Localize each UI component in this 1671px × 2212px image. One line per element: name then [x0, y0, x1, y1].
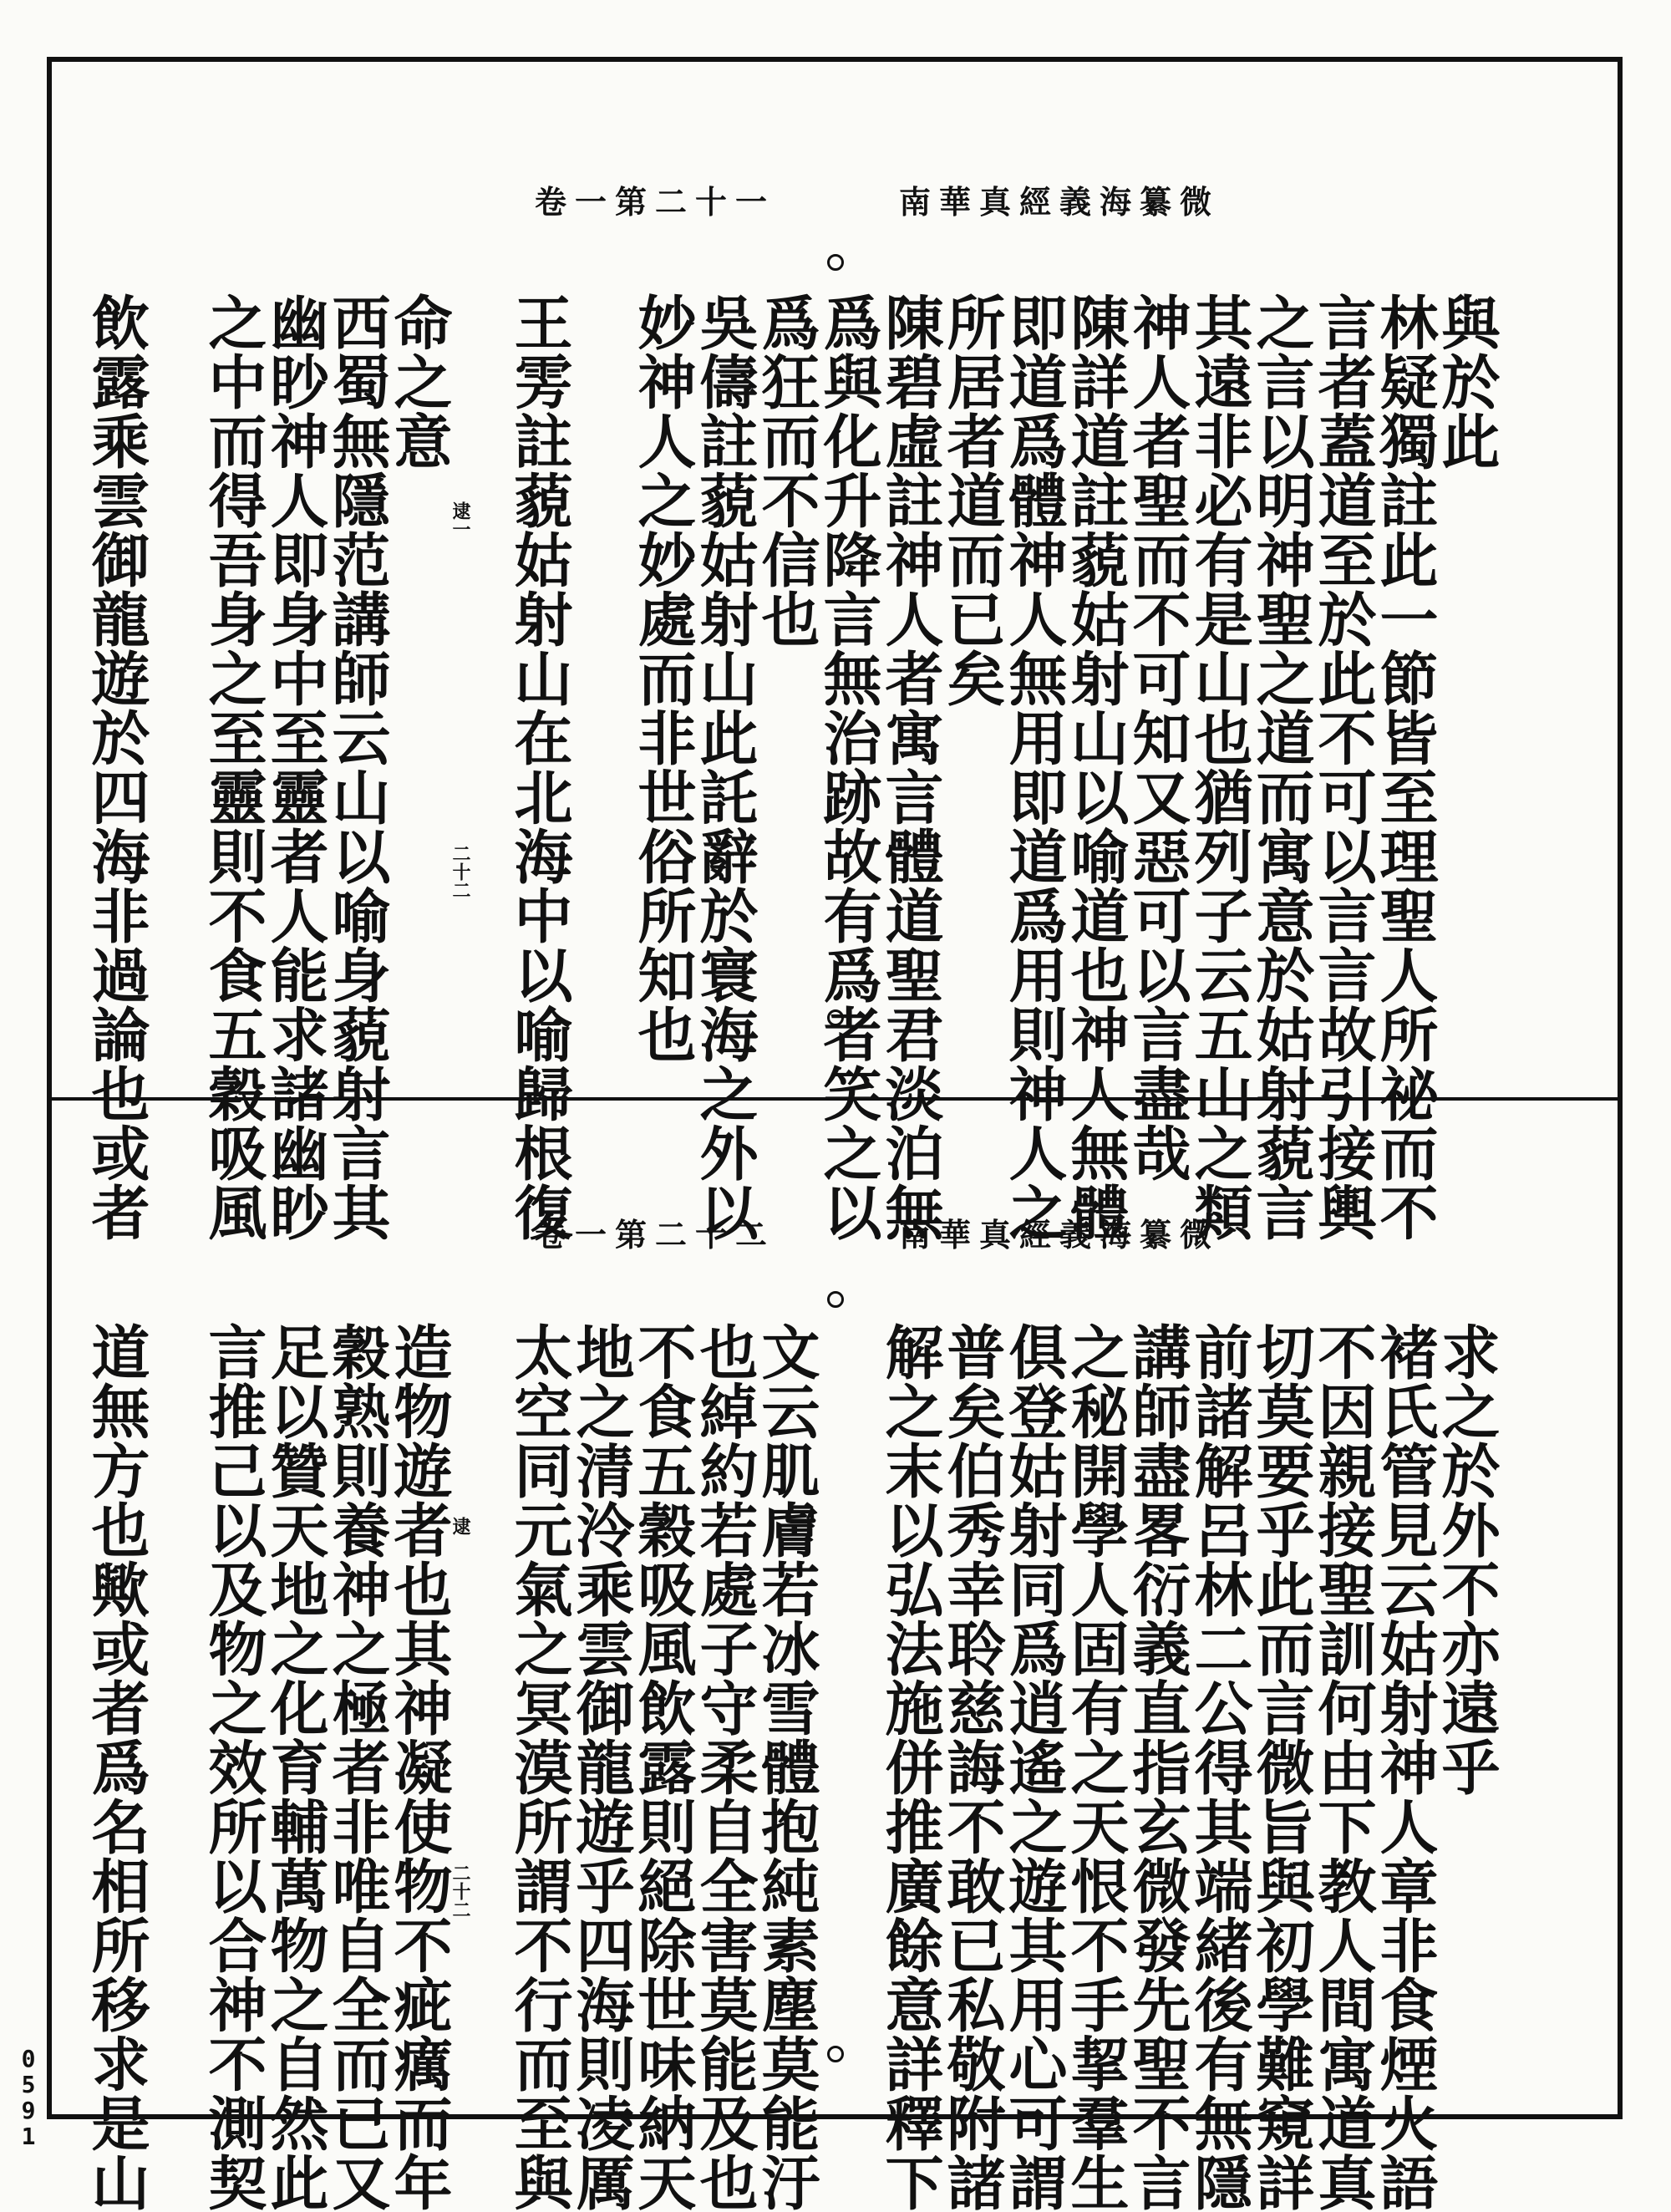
- circle-mark: [827, 1291, 844, 1308]
- text-column: 飲露乘雲御龍遊於四海非過論也或者: [82, 292, 151, 1242]
- panel-2-title: 南華真經義海纂微: [898, 1215, 1220, 1253]
- text-column: 解之末以弘法施併推廣餘意詳釋下: [876, 1322, 945, 2212]
- circle-mark: [827, 254, 844, 271]
- text-column: 前諸解呂林二公得其端緒後有無隱: [1185, 1322, 1254, 2212]
- margin-note: 二十二: [449, 1864, 471, 1919]
- text-column: 之秘開學人固有之天恨不手挈羣生: [1061, 1322, 1130, 2212]
- page-number-digit: 1: [21, 2123, 36, 2150]
- text-column: 也綽約若處子守柔自全害莫能及也: [690, 1322, 759, 2212]
- text-column: 之中而得吾身之至靈則不食五穀吸風: [199, 292, 268, 1242]
- text-column: 文云肌膚若冰雪體抱純素塵莫能汙: [752, 1322, 821, 2212]
- text-column: 求之於外不亦遠乎: [1432, 1322, 1501, 1797]
- text-column: 爲狂而不信也: [752, 292, 821, 648]
- text-column: 切莫要乎此而言微旨與初學難窺詳: [1247, 1322, 1316, 2212]
- text-column: 言推己以及物之效所以合神不測契: [199, 1322, 268, 2212]
- text-column: 言者蓋道至於此不可以言言故引接輿: [1308, 292, 1378, 1242]
- panel-1-title: 南華真經義海纂微: [898, 182, 1220, 221]
- page-number-digit: 9: [21, 2097, 36, 2124]
- text-column: 王雱註藐姑射山在北海中以喻歸根復: [505, 292, 574, 1242]
- text-column: 足以贊天地之化育輔萬物之自然此: [261, 1322, 330, 2212]
- margin-note: 逮一: [449, 501, 471, 538]
- text-column: 命之意: [384, 292, 454, 470]
- page-number-digit: 0: [21, 2045, 36, 2072]
- panel-1-header: [535, 174, 1220, 224]
- text-column: 與於此: [1432, 292, 1501, 470]
- text-column: 普矣伯秀幸聆慈誨不敢已私敬附諸: [937, 1322, 1007, 2212]
- panel-2-volume: 卷一第二十二: [535, 1215, 776, 1253]
- text-column: 其遠非必有是山也猶列子云五山之類: [1185, 292, 1254, 1242]
- text-column: 穀熟則養神之極者非唯自全而已又: [323, 1322, 392, 2212]
- text-column: 妙神人之妙處而非世俗所知也: [628, 292, 698, 1064]
- text-column: 幽眇神人即身中至靈者人能求諸幽眇: [261, 292, 330, 1242]
- text-column: 爲與化升降言無治跡故有爲者笑之以: [814, 292, 883, 1242]
- circle-mark: [827, 1009, 844, 1026]
- text-column: 俱登姑射同爲逍遙之遊其用心可謂: [999, 1322, 1069, 2212]
- panel-1-volume: 卷一第二十一: [535, 182, 776, 221]
- text-column: 陳碧虛註神人者寓言體道聖君淡泊無: [876, 292, 945, 1242]
- page-number: [18, 2046, 38, 2149]
- text-column: 太空同元氣之冥漠所謂不行而至與: [505, 1322, 574, 2212]
- text-column: 林疑獨註此一節皆至理聖人所祕而不: [1370, 292, 1440, 1242]
- text-column: 講師盡畧衍義直指玄微發先聖不言: [1123, 1322, 1192, 2212]
- text-column: 之言以明神聖之道而寓意於姑射藐言: [1247, 292, 1316, 1242]
- page-number-digit: 5: [21, 2071, 36, 2098]
- margin-note: 二十二: [449, 844, 471, 899]
- text-column: 不食五穀吸風飲露則絕除世味納天: [628, 1322, 698, 2212]
- circle-mark: [827, 2046, 844, 2062]
- text-column: 所居者道而已矣: [937, 292, 1007, 708]
- text-column: 神人者聖而不可知又惡可以言盡哉: [1123, 292, 1192, 1182]
- text-column: 道無方也歟或者爲名相所移求是山: [82, 1322, 151, 2212]
- text-column: 褚氏管見云姑射神人章非食煙火語: [1370, 1322, 1440, 2212]
- text-column: 不因親接聖訓何由下教人間寓道真: [1308, 1322, 1378, 2212]
- text-column: 地之清泠乘雲御龍遊乎四海則凌厲: [566, 1322, 636, 2212]
- text-column: 吳儔註藐姑射山此託辭於寰海之外以: [690, 292, 759, 1242]
- text-column: 造物遊者也其神凝使物不疵癘而年: [384, 1322, 454, 2212]
- text-column: 即道爲體神人無用即道爲用則神人之: [999, 292, 1069, 1242]
- text-column: 陳詳道註藐姑射山以喻道也神人無體: [1061, 292, 1130, 1242]
- margin-note: 逮: [449, 1517, 471, 1535]
- text-column: 西蜀無隱范講師云山以喻身藐射言其: [323, 292, 392, 1242]
